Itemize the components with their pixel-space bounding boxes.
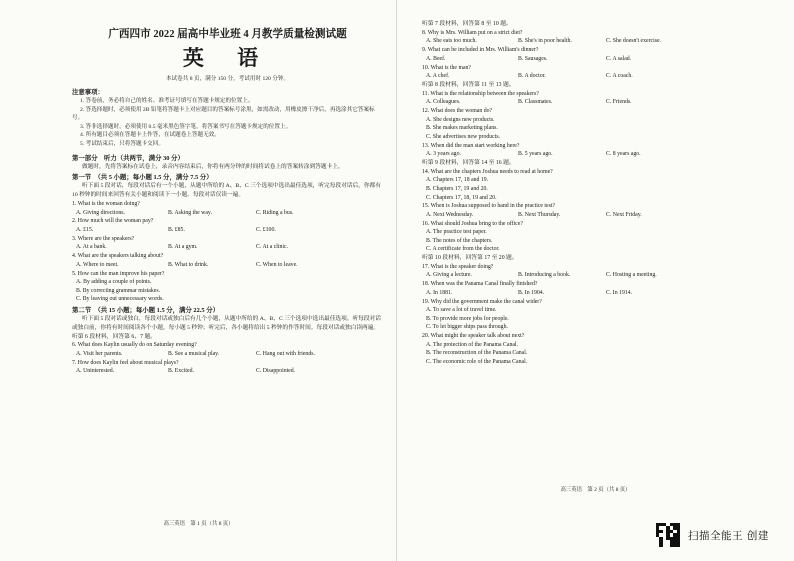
options-13 <box>422 150 774 159</box>
option-b: B. £85. <box>168 227 185 234</box>
option-b: B. To provide more jobs for people. <box>426 315 509 322</box>
qr-code-icon <box>656 523 680 547</box>
option-b: B. Classmates. <box>518 99 553 106</box>
question-11: 11. What is the relationship between the speakers? <box>422 90 539 97</box>
option-c: C. At a clinic. <box>256 244 289 251</box>
options-6 <box>72 350 383 359</box>
option-c: C. 8 years ago. <box>606 151 641 158</box>
option-a: A. By adding a couple of points. <box>76 279 152 286</box>
option-a: A. Next Wednesday. <box>426 211 474 218</box>
question-15: 15. When is Joshua supposed to hand in the practice test? <box>422 203 556 210</box>
option-b: B. What to drink. <box>168 261 209 268</box>
option-b: B. 5 years ago. <box>518 151 553 158</box>
option-a: A. The practice test paper. <box>426 229 487 236</box>
option-b: B. She makes marketing plans. <box>426 125 498 132</box>
material-9: 听第 9 段材料，回答第 14 至 16 题。 <box>422 159 515 166</box>
option-c: C. Riding a bus. <box>256 209 294 216</box>
option-c: C. Next Friday. <box>606 211 642 218</box>
option-b: B. The reconstruction of the Panama Canal. <box>426 350 528 357</box>
options-15 <box>422 211 774 220</box>
section1-heading: 第一节 （共 5 小题；每小题 1.5 分，满分 7.5 分） <box>72 174 213 182</box>
option-a: A. Visit her parents. <box>76 351 123 358</box>
question-12: 12. What does the woman do? <box>422 108 493 115</box>
question-2: 2. How much will the woman pay? <box>72 218 154 225</box>
options-9 <box>422 55 774 64</box>
option-c: C. She doesn't exercise. <box>606 38 661 45</box>
option-a: A. In 1881. <box>426 289 453 296</box>
question-20: 20. What might the speaker talk about next? <box>422 333 525 339</box>
option-a: A. To save a lot of travel time. <box>426 307 497 314</box>
material-10: 听第 10 段材料，回答第 17 至 20 题。 <box>422 255 518 261</box>
option-c: C. A coach. <box>606 73 633 80</box>
option-a: A. A chef. <box>426 73 450 80</box>
option-a: A. She eats too much. <box>426 38 477 45</box>
option-b: B. See a musical play. <box>168 351 220 358</box>
material-7: 听第 7 段材料，回答第 8 至 10 题。 <box>422 21 512 27</box>
notice-item: 4. 所有题目必须在答题卡上作答，在试题卷上答题无效。 <box>80 132 220 139</box>
option-c: C. When to leave. <box>256 261 298 268</box>
options-1 <box>72 209 383 218</box>
option-c: C. Disappointed. <box>256 368 296 375</box>
option-c: C. Hosting a meeting. <box>606 272 657 279</box>
option-a: A. £15. <box>76 227 94 234</box>
option-a: A. Beef. <box>426 55 446 62</box>
option-b: B. At a gym. <box>168 244 198 251</box>
option-c: C. Chapters 17, 18, 19 and 20. <box>426 194 497 201</box>
notice-item: 5. 考试结束后，只将答题卡交回。 <box>80 140 164 147</box>
option-b: B. Sausages. <box>518 55 548 62</box>
options-17 <box>422 271 774 280</box>
question-16: 16. What should Joshua bring to the office? <box>422 220 523 227</box>
option-c: C. £100. <box>256 227 276 234</box>
question-19: 19. Why did the government make the canal wider? <box>422 298 542 305</box>
option-c: C. A salad. <box>606 55 632 62</box>
options-10 <box>422 72 774 81</box>
options-3 <box>72 243 383 252</box>
option-b: B. Introducing a book. <box>518 272 571 279</box>
subject-title: 英 语 <box>182 46 273 70</box>
option-c: C. To let bigger ships pass through. <box>426 324 508 331</box>
option-b: B. Excited. <box>168 368 194 375</box>
options-11 <box>422 98 774 107</box>
question-18: 18. When was the Panama Canal finally finished? <box>422 281 538 288</box>
question-9: 9. What can be included in Mrs. William's dinner? <box>422 47 539 54</box>
option-c: C. Friends. <box>606 99 632 106</box>
option-a: A. 3 years ago. <box>426 151 461 158</box>
options-8 <box>422 37 774 46</box>
notice-item: 1. 答卷前，务必将自己的姓名、准考证号填写在答题卡规定的位置上。 <box>80 98 254 104</box>
question-5: 5. How can the man improve his paper? <box>72 270 165 277</box>
question-13: 13. When did the man start working here? <box>422 142 520 149</box>
option-b: B. Asking the way. <box>168 209 212 216</box>
section2-heading: 第二节 （共 15 小题；每小题 1.5 分，满分 22.5 分） <box>72 307 219 315</box>
option-c: C. A certificate from the doctor. <box>426 246 500 253</box>
options-4 <box>72 261 383 270</box>
options-18 <box>422 289 774 298</box>
section1-note: 听下面 5 段对话，每段对话后有一个小题，从题中所给的 A、B、C 三个选项中选出最佳选项，听完每段对话后，你都有 10 秒钟的时间来回答有关小题和阅读下一小题。每段对话仅读一遍。 <box>72 183 381 199</box>
option-b: B. By correcting grammar mistakes. <box>76 287 161 294</box>
option-a: A. Colleagues. <box>426 99 461 106</box>
question-10: 10. What is the man? <box>422 64 471 71</box>
option-b: B. Next Thursday. <box>518 211 561 218</box>
option-b: B. She's in poor health. <box>518 38 572 45</box>
part1-heading: 第一部分 听力（共两节，满分 30 分） <box>72 154 184 162</box>
question-14: 14. What are the chapters Joshua needs to read at home? <box>422 168 553 175</box>
part1-note: 做题时，先将答案标在试卷上，录音内容结束后，你将有两分钟的时间将试卷上的答案转涂到答题卡上。 <box>82 163 344 170</box>
question-1: 1. What is the woman doing? <box>72 200 140 207</box>
option-c: C. Hang out with friends. <box>256 351 315 358</box>
option-a: A. Giving directions. <box>76 209 125 216</box>
option-c: C. The economic role of the Panama Canal. <box>426 358 528 365</box>
option-a: A. Chapters 17, 18 and 19. <box>426 177 489 184</box>
option-a: A. She designs new products. <box>426 116 495 123</box>
question-7: 7. How does Kaylin feel about musical plays? <box>72 359 179 366</box>
option-c: C. By leaving out unnecessary words. <box>76 296 164 303</box>
option-b: B. Chapters 17, 19 and 20. <box>426 185 488 192</box>
option-b: B. A doctor. <box>518 73 546 80</box>
options-7 <box>72 367 383 376</box>
option-a: A. The protection of the Panama Canal. <box>426 341 518 348</box>
notice-heading: 注意事项： <box>72 89 104 96</box>
option-a: A. Giving a lecture. <box>426 272 472 279</box>
question-4: 4. What are the speakers talking about? <box>72 253 164 260</box>
options-2 <box>72 226 383 235</box>
option-c: C. She advertises new products. <box>426 133 501 140</box>
option-b: B. In 1904. <box>518 289 545 296</box>
question-6: 6. What does Kaylin usually do on Saturday evening? <box>72 342 197 349</box>
option-a: A. Where to meet. <box>76 261 119 268</box>
material-8: 听第 8 段材料，回答第 11 至 13 题。 <box>422 81 515 88</box>
exam-title: 广西四市 2022 届高中毕业班 4 月教学质量检测试题 <box>108 29 347 40</box>
option-a: A. At a bank. <box>76 244 107 251</box>
option-a: A. Uninterested. <box>76 368 115 375</box>
option-c: C. In 1914. <box>606 289 633 296</box>
question-3: 3. Where are the speakers? <box>72 235 135 242</box>
question-8: 8. Why is Mrs. William put on a strict diet? <box>422 29 523 36</box>
page-footer: 高三英语 第 2 页（共 8 页） <box>560 487 631 493</box>
material-6: 听第 6 段材料，回答第 6、7 题。 <box>72 333 157 340</box>
question-17: 17. What is the speaker doing? <box>422 263 494 270</box>
scanner-watermark <box>656 523 769 547</box>
notice-item: 3. 答非选择题时，必须使用 0.5 毫米黑色签字笔，将答案书写在答题卡规定的位置上。 <box>80 123 292 130</box>
option-b: B. The notes of the chapters. <box>426 237 493 244</box>
notice-item: 2. 答选择题时，必须使用 2B 铅笔将答题卡上对应题目的答案标号涂黑，如需改动，用橡皮擦干净后，再选涂其它答案标号。 <box>72 106 375 122</box>
section2-note: 听下面 5 段对话或独白，每段对话或独白后有几个小题，从题中所给的 A、B、C 三个选项中选出最佳选项。听每段对话或独白前，你将有时间阅读各个小题，每小题 5 秒钟；听完后，各小题将给出 5 秒钟的作答时间。每段对话或独白读两遍。 <box>72 316 381 331</box>
scanner-label: 扫描全能王 创建 <box>688 529 769 542</box>
exam-page-2 <box>397 0 794 561</box>
exam-info: 本试卷共 8 页，满分 150 分，考试用时 120 分钟。 <box>165 76 290 82</box>
page-footer: 高三英语 第 1 页（共 8 页） <box>163 521 234 527</box>
